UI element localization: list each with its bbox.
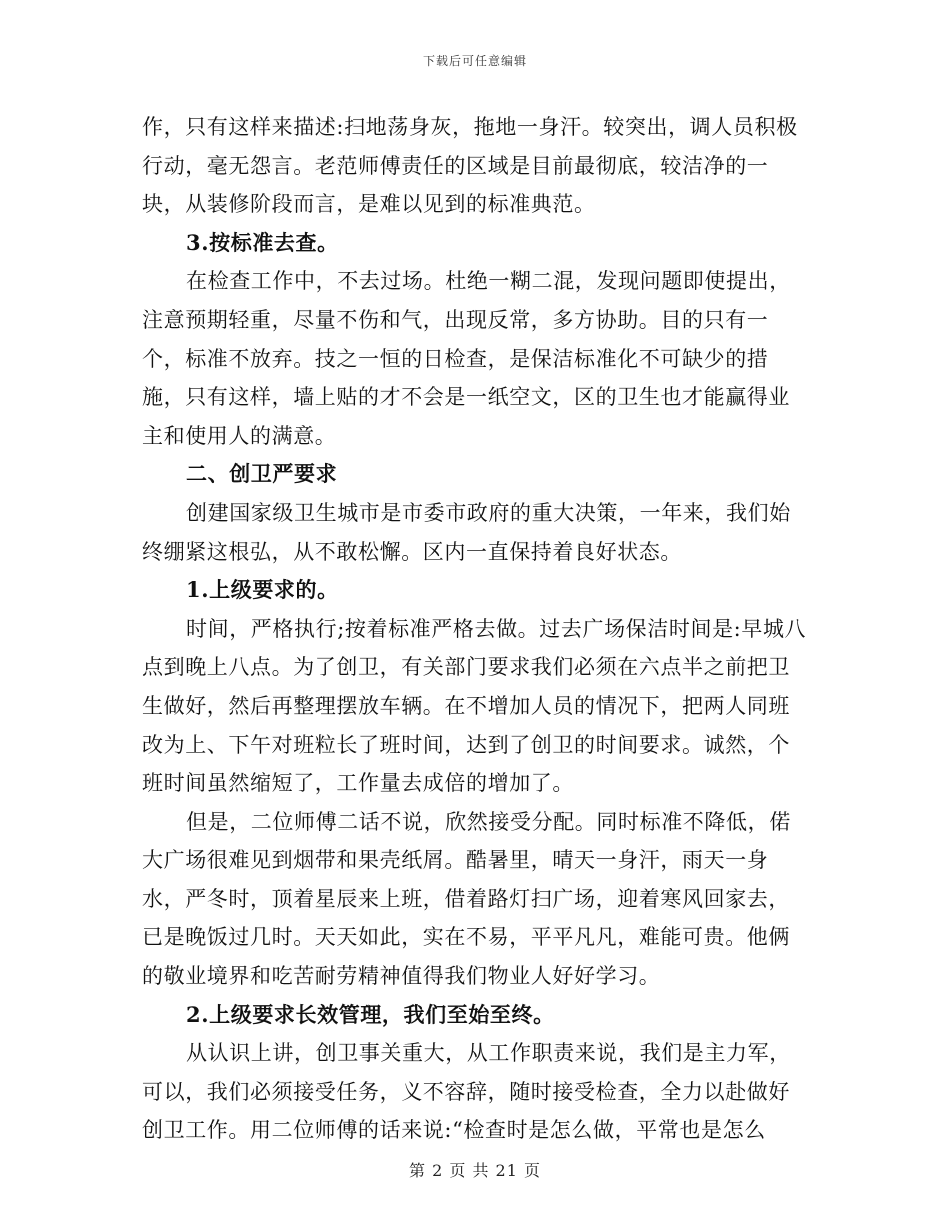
paragraph-3: 创建国家级卫生城市是市委市政府的重大决策，一年来，我们始终绷紧这根弘，从不敢松懈。区内一直保持着良好状态。: [142, 500, 791, 564]
section-heading-two: 二、创卫严要求: [186, 461, 338, 487]
document-body: [142, 108, 810, 1150]
paragraph-6: 从认识上讲，创卫事关重大，从工作职责来说，我们是主力军，可以，我们必须接受任务，义不容辞，随时接受检查，全力以赴做好创卫工作。用二位师傅的话来说:“检查时是怎么做，平常也是怎么: [142, 1041, 791, 1143]
section-heading-2: 2.上级要求长效管理，我们至始至终。: [186, 1001, 555, 1027]
page-footer: 第 2 页 共 21 页: [409, 1161, 541, 1180]
paragraph-2: 在检查工作中，不去过场。杜绝一糊二混，发现问题即使提出，注意预期轻重，尽量不伤和气，出现反常，多方协助。目的只有一个，标准不放弃。技之一恒的日检查，是保洁标准化不可缺少的措施，只有这样，墙上贴的才不会是一纸空文，区的卫生也才能赢得业主和使用人的满意。: [142, 269, 791, 448]
paragraph-1: 作，只有这样来描述:扫地荡身灰，拖地一身汗。较突出，调人员积极行动，毫无怨言。老范师傅责任的区域是目前最彻底，较洁净的一块，从装修阶段而言，是难以见到的标准典范。: [142, 115, 798, 217]
section-heading-1: 1.上级要求的。: [186, 577, 339, 603]
paragraph-4: 时间，严格执行;按着标准严格去做。过去广场保洁时间是:早城八点到晚上八点。为了创卫，有关部门要求我们必须在六点半之前把卫生做好，然后再整理摆放车辆。在不增加人员的情况下，把两人同班改为上、下午对班粒长了班时间，达到了创卫的时间要求。诚然，个班时间虽然缩短了，工作量去成倍的增加了。: [142, 616, 807, 796]
paragraph-5: 但是，二位师傅二话不说，欣然接受分配。同时标准不降低，偌大广场很难见到烟带和果壳纸屑。酷暑里，晴天一身汗，雨天一身水，严冬时，顶着星辰来上班，借着路灯扫广场，迎着寒风回家去，已是晚饭过几时。天天如此，实在不易，平平凡凡，难能可贵。他俩的敬业境界和吃苦耐劳精神值得我们物业人好好学习。: [142, 809, 791, 989]
page-header: 下载后可任意编辑: [422, 54, 527, 68]
section-heading-3: 3.按标准去查。: [186, 229, 339, 255]
